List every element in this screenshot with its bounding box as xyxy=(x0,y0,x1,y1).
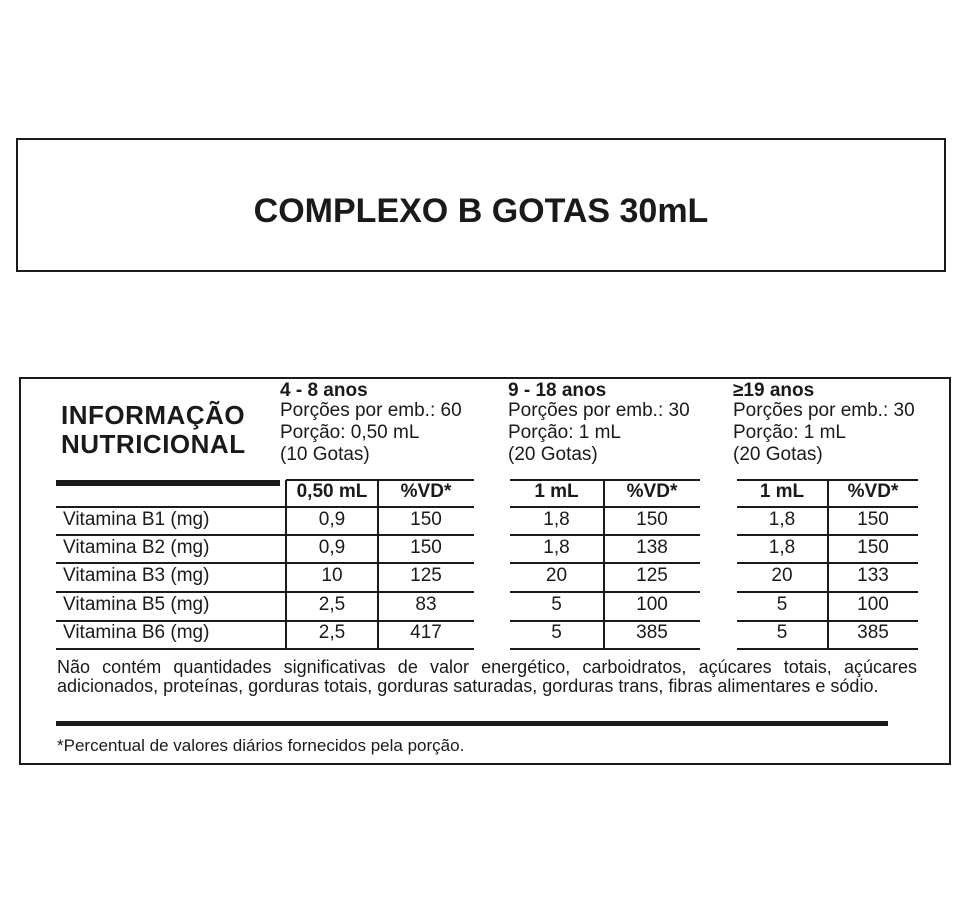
row-rule xyxy=(510,648,700,650)
group-age: 9 - 18 anos xyxy=(508,380,607,401)
vd-cell: 150 xyxy=(636,509,668,530)
amount-cell: 1,8 xyxy=(543,537,570,558)
amount-cell: 5 xyxy=(551,594,562,615)
panel-title-line2: NUTRICIONAL xyxy=(61,429,246,459)
group-drops: (10 Gotas) xyxy=(280,444,370,465)
group-age: 4 - 8 anos xyxy=(280,380,368,401)
not-significant-notice: Não contém quantidades significativas de valor energético, carboidratos, açúcares totais, açúcares adicionados, proteínas, gorduras totais, gorduras saturadas, gorduras trans, fibras alimentares e sódio. xyxy=(57,657,917,696)
amount-cell: 1,8 xyxy=(768,509,796,530)
row-rule xyxy=(510,534,700,536)
amount-cell: 2,5 xyxy=(318,622,346,643)
panel-title xyxy=(61,401,246,459)
group-portions: Porções por emb.: 30 xyxy=(508,400,690,421)
vd-cell: 385 xyxy=(636,622,668,643)
amount-header: 1 mL xyxy=(759,481,805,502)
group-portion: Porção: 1 mL xyxy=(508,422,621,443)
product-title-box xyxy=(16,138,946,272)
vd-cell: 150 xyxy=(857,537,889,558)
vd-header: %VD* xyxy=(400,481,452,502)
footnote-rule xyxy=(56,721,888,726)
amount-cell: 0,9 xyxy=(318,537,346,558)
nutrient-label: Vitamina B3 (mg) xyxy=(63,565,210,586)
row-rule xyxy=(510,562,700,564)
group-header-9-18 xyxy=(508,382,690,466)
vd-cell: 100 xyxy=(857,594,889,615)
group-portions: Porções por emb.: 60 xyxy=(280,400,462,421)
nutrient-label: Vitamina B5 (mg) xyxy=(63,594,210,615)
section-rule-thick xyxy=(56,480,280,486)
vd-cell: 150 xyxy=(857,509,889,530)
vd-cell: 417 xyxy=(410,622,442,643)
amount-cell: 5 xyxy=(551,622,562,643)
row-rule xyxy=(510,591,700,593)
group-drops: (20 Gotas) xyxy=(508,444,598,465)
row-rule xyxy=(56,648,474,650)
amount-cell: 2,5 xyxy=(318,594,346,615)
row-rule xyxy=(56,534,474,536)
nutrient-label: Vitamina B1 (mg) xyxy=(63,509,210,530)
amount-cell: 1,8 xyxy=(768,537,796,558)
group-portion: Porção: 0,50 mL xyxy=(280,422,420,443)
row-rule xyxy=(56,506,474,508)
amount-cell: 20 xyxy=(771,565,793,586)
group-age: ≥19 anos xyxy=(733,380,815,401)
amount-cell: 10 xyxy=(321,565,343,586)
group-header-19plus xyxy=(733,382,915,466)
group-drops: (20 Gotas) xyxy=(733,444,823,465)
vd-cell: 133 xyxy=(857,565,889,586)
vd-header: %VD* xyxy=(626,481,678,502)
vd-cell: 385 xyxy=(857,622,889,643)
vd-cell: 138 xyxy=(636,537,668,558)
vd-header: %VD* xyxy=(847,481,899,502)
vd-cell: 125 xyxy=(410,565,442,586)
vd-cell: 100 xyxy=(636,594,668,615)
amount-cell: 5 xyxy=(776,594,788,615)
group-header-4-8 xyxy=(280,382,462,466)
vd-cell: 83 xyxy=(415,594,437,615)
row-rule xyxy=(510,506,700,508)
amount-cell: 0,9 xyxy=(318,509,346,530)
amount-cell: 5 xyxy=(776,622,788,643)
nutrient-label: Vitamina B2 (mg) xyxy=(63,537,210,558)
amount-header: 1 mL xyxy=(534,481,579,502)
daily-value-footnote: *Percentual de valores diários fornecidos pela porção. xyxy=(57,736,465,755)
group-portions: Porções por emb.: 30 xyxy=(733,400,915,421)
panel-title-line1: INFORMAÇÃO xyxy=(61,400,246,430)
vd-cell: 150 xyxy=(410,509,442,530)
row-rule xyxy=(56,591,474,593)
row-rule xyxy=(56,562,474,564)
amount-cell: 20 xyxy=(545,565,568,586)
product-title: COMPLEXO B GOTAS 30mL xyxy=(253,192,709,230)
group-portion: Porção: 1 mL xyxy=(733,422,846,443)
vd-cell: 150 xyxy=(410,537,442,558)
amount-cell: 1,8 xyxy=(543,509,570,530)
vd-cell: 125 xyxy=(636,565,668,586)
amount-header: 0,50 mL xyxy=(296,481,368,502)
nutrition-facts-panel xyxy=(19,377,951,765)
nutrient-label: Vitamina B6 (mg) xyxy=(63,622,210,643)
